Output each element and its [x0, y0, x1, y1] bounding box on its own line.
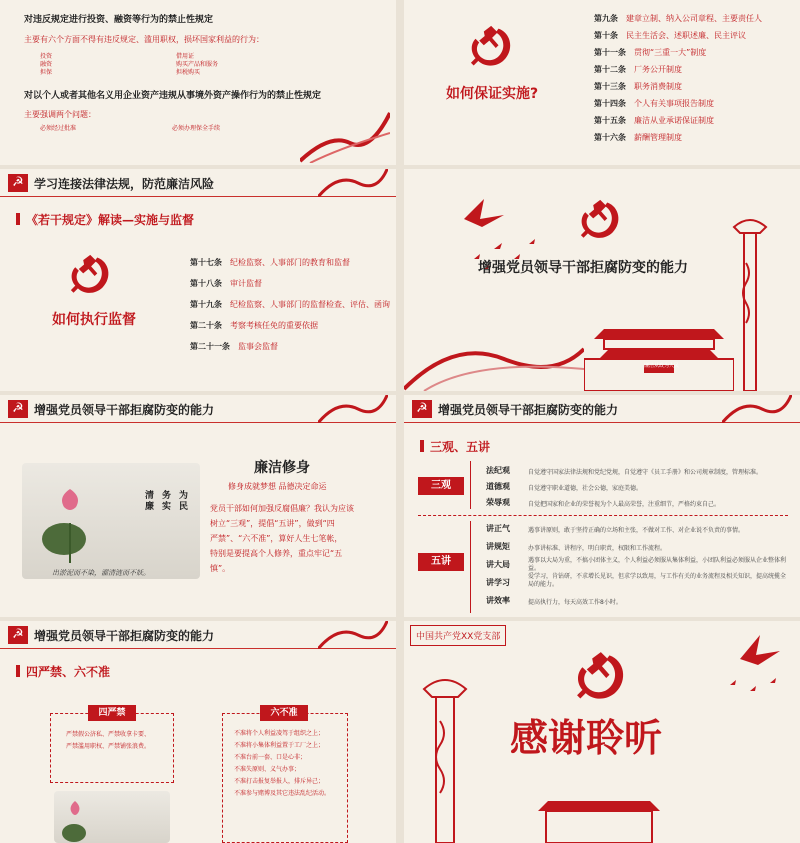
footer-poem: 出淤泥而不染，濯清涟而不妖。 [52, 569, 150, 577]
sub-two-points: 主要强调两个问题： [24, 110, 96, 119]
plaque-char: 廉 [145, 502, 155, 512]
sanguan-key: 法纪观 [486, 466, 510, 475]
slide-header [0, 169, 396, 197]
heading-overseas: 对以个人或者其他名义用企业资产违规从事境外资产操作行为的禁止性规定 [24, 91, 322, 101]
wujiang-desc: 遇事以大局为重，不搞小团体主义，个人利益必须服从集体利益，小团队利益必须服从企业整体利益。 [528, 557, 787, 572]
six-prohibitions-badge: 六不准 [260, 705, 308, 721]
caption-how-to-ensure: 如何保证实施? [446, 86, 539, 102]
item: 担税购买 [176, 69, 201, 76]
plaque-char: 清 [145, 491, 155, 501]
prohibition-line: 不准打击报复举报人，排斥异己； [234, 778, 325, 785]
point: 必须经过批准 [40, 125, 77, 132]
slide-5[interactable] [0, 395, 396, 617]
article-item: 第九条 建章立制、纳入公司章程、主要责任人 [594, 14, 762, 23]
prohibition-line: 不准将小集体利益置于工厂之上； [234, 742, 325, 749]
lotus-icon [40, 483, 100, 563]
four-prohibitions-badge: 四严禁 [88, 705, 136, 721]
header-title: 增强党员领导干部拒腐防变的能力 [34, 629, 215, 643]
wujiang-desc: 遇事讲原则，敢于坚持正确的立场和主张，不做对工作、对企业说不负责的事情。 [528, 527, 745, 534]
lotus-icon [60, 797, 90, 843]
item: 担保 [40, 69, 53, 76]
prohibition-line: 不准失原则、义气办事； [234, 766, 301, 773]
item: 借用证 [176, 53, 195, 60]
wujiang-desc: 爱学习，肯钻研，不求增长见识，但求学以致用，与工作有关的业务流程及相关知识，提高统揽全局的能力。 [528, 573, 787, 588]
prohibition-line: 严禁假公济私、严禁收拿卡要、 [66, 731, 151, 738]
sanguan-desc: 自觉遵守国家法律法规和党纪党规，自觉遵守《员工手册》和公司规章制度，管理标准。 [528, 469, 763, 476]
tiananmen-icon [584, 309, 734, 391]
plaque-char: 务 [162, 491, 172, 501]
article-item: 第二十条 考察考核任免的重要依据 [190, 321, 318, 330]
section-heading: 四严禁、六不准 [16, 663, 110, 680]
slide-1[interactable] [0, 0, 396, 165]
slide-header [0, 395, 396, 423]
tiananmen-icon [524, 789, 674, 843]
slide-header [404, 395, 800, 423]
hammer-sickle-icon [70, 254, 114, 298]
wujiang-desc: 办事讲标准、讲程序，明白职责，权限和工作流程。 [528, 545, 667, 552]
hammer-sickle-icon [580, 199, 624, 243]
sanguan-key: 道德观 [486, 482, 510, 491]
section-heading: 三观、五讲 [420, 438, 490, 455]
article-item: 第十五条 廉洁从业承诺保证制度 [594, 116, 714, 125]
article-item: 第十六条 薪酬管理制度 [594, 133, 682, 142]
slide-2[interactable] [404, 0, 800, 165]
party-emblem-icon: ☭ [8, 626, 28, 644]
party-emblem-icon: ☭ [412, 400, 432, 418]
section-bar [16, 665, 20, 677]
party-emblem-icon: ☭ [8, 400, 28, 418]
great-wall-icon [318, 169, 388, 197]
hammer-sickle-icon [470, 25, 516, 71]
slide-4[interactable] [404, 169, 800, 391]
article-item: 第十条 民主生活会、述职述廉、民主评议 [594, 31, 746, 40]
great-wall-icon [300, 103, 390, 163]
wujiang-desc: 提高执行力，每天高效工作8小时。 [528, 599, 622, 606]
slide-8[interactable] [404, 621, 800, 843]
article-item: 第十八条 审计监督 [190, 279, 262, 288]
sanguan-key: 荣辱观 [486, 498, 510, 507]
sanguan-desc: 自觉遵守职业道德，社会公德，家庭美德。 [528, 485, 643, 492]
huabiao-pillar-icon [420, 661, 470, 843]
divider [418, 515, 788, 516]
slide-header [0, 621, 396, 649]
heading-investment: 对违反规定进行投资、融资等行为的禁止性规定 [24, 15, 214, 25]
body-line: 特别是要提高个人修养，重点牢记“五 [210, 549, 343, 558]
great-wall-icon [404, 319, 584, 391]
section-bar [420, 440, 424, 452]
body-line: 树立“三观”，提倡“五讲”，做到“四 [210, 519, 335, 528]
slide-3[interactable] [0, 169, 396, 391]
great-wall-icon [722, 395, 792, 423]
article-item: 第十三条 职务消费制度 [594, 82, 682, 91]
prohibition-line: 不准台前一套、口是心非； [234, 754, 307, 761]
subtitle: 修身成就梦想 品德决定命运 [228, 482, 327, 491]
article-item: 第十九条 纪检监察、人事部门的监督检查、评估、函询 [190, 300, 390, 309]
party-branch-tag: 中国共产党XX党支部 [410, 625, 506, 646]
title-lianjie: 廉洁修身 [254, 460, 310, 476]
slide-7[interactable] [0, 621, 396, 843]
slide-title: 增强党员领导干部拒腐防变的能力 [478, 260, 688, 276]
header-title: 学习连接法律法规，防范廉洁风险 [34, 177, 215, 191]
slide-6[interactable] [404, 395, 800, 617]
article-item: 第十二条 厂务公开制度 [594, 65, 682, 74]
caption-how-to-supervise: 如何执行监督 [52, 312, 136, 328]
header-title: 增强党员领导干部拒腐防变的能力 [438, 403, 619, 417]
divider [470, 461, 471, 509]
sanguan-badge: 三观 [418, 477, 464, 495]
plaque-text: 廉洁从政为人民 [644, 363, 680, 369]
huabiao-pillar-icon [730, 203, 770, 391]
thanks-title: 感谢聆听 [510, 716, 663, 760]
item: 投资 [40, 53, 53, 60]
item: 融资 [40, 61, 53, 68]
doves-icon [720, 629, 796, 699]
article-item: 第十一条 贯彻“三重一大”制度 [594, 48, 707, 57]
body-line: 严禁”、“六不准”，算好人生七笔帐， [210, 534, 343, 543]
sub-six-aspects: 主要有六个方面不得有违反规定、滥用职权，损坏国家利益的行为： [24, 35, 264, 44]
section-heading: 《若干规定》解读—实施与监督 [16, 211, 194, 228]
hammer-sickle-icon [576, 651, 630, 705]
plaque [145, 491, 195, 513]
divider [470, 521, 471, 613]
prohibition-line: 严禁滥用职权、严禁铺张浪费。 [66, 743, 151, 750]
article-item: 第十七条 纪检监察、人事部门的教育和监督 [190, 258, 350, 267]
body-line: 党员干部如何加强反腐倡廉？我认为应该 [210, 504, 354, 513]
great-wall-icon [318, 621, 388, 649]
article-item: 第二十一条 监事会监督 [190, 342, 278, 351]
section-bar [16, 213, 20, 225]
plaque-char: 民 [179, 502, 189, 512]
article-item: 第十四条 个人有关事项报告制度 [594, 99, 714, 108]
prohibition-line: 不准将个人利益凌驾于组织之上； [234, 730, 325, 737]
wujiang-key: 讲学习 [486, 578, 510, 587]
wujiang-badge: 五讲 [418, 553, 464, 571]
wujiang-key: 讲正气 [486, 524, 510, 533]
wujiang-key: 讲规矩 [486, 542, 510, 551]
wujiang-key: 讲大局 [486, 560, 510, 569]
point: 必须办理保全手续 [172, 125, 221, 132]
prohibition-line: 不准参与赌博及其它违法乱纪活动。 [234, 790, 331, 797]
great-wall-icon [318, 395, 388, 423]
sanguan-desc: 自觉把国家和企业的荣誉视为个人最高荣誉，注重细节，严格约束自己。 [528, 501, 721, 508]
plaque-char: 实 [162, 502, 172, 512]
party-emblem-icon: ☭ [8, 174, 28, 192]
item: 购买产品和服务 [176, 61, 219, 68]
header-title: 增强党员领导干部拒腐防变的能力 [34, 403, 215, 417]
plaque-char: 为 [179, 491, 189, 501]
wujiang-key: 讲效率 [486, 596, 510, 605]
body-line: 慎”。 [210, 564, 231, 573]
